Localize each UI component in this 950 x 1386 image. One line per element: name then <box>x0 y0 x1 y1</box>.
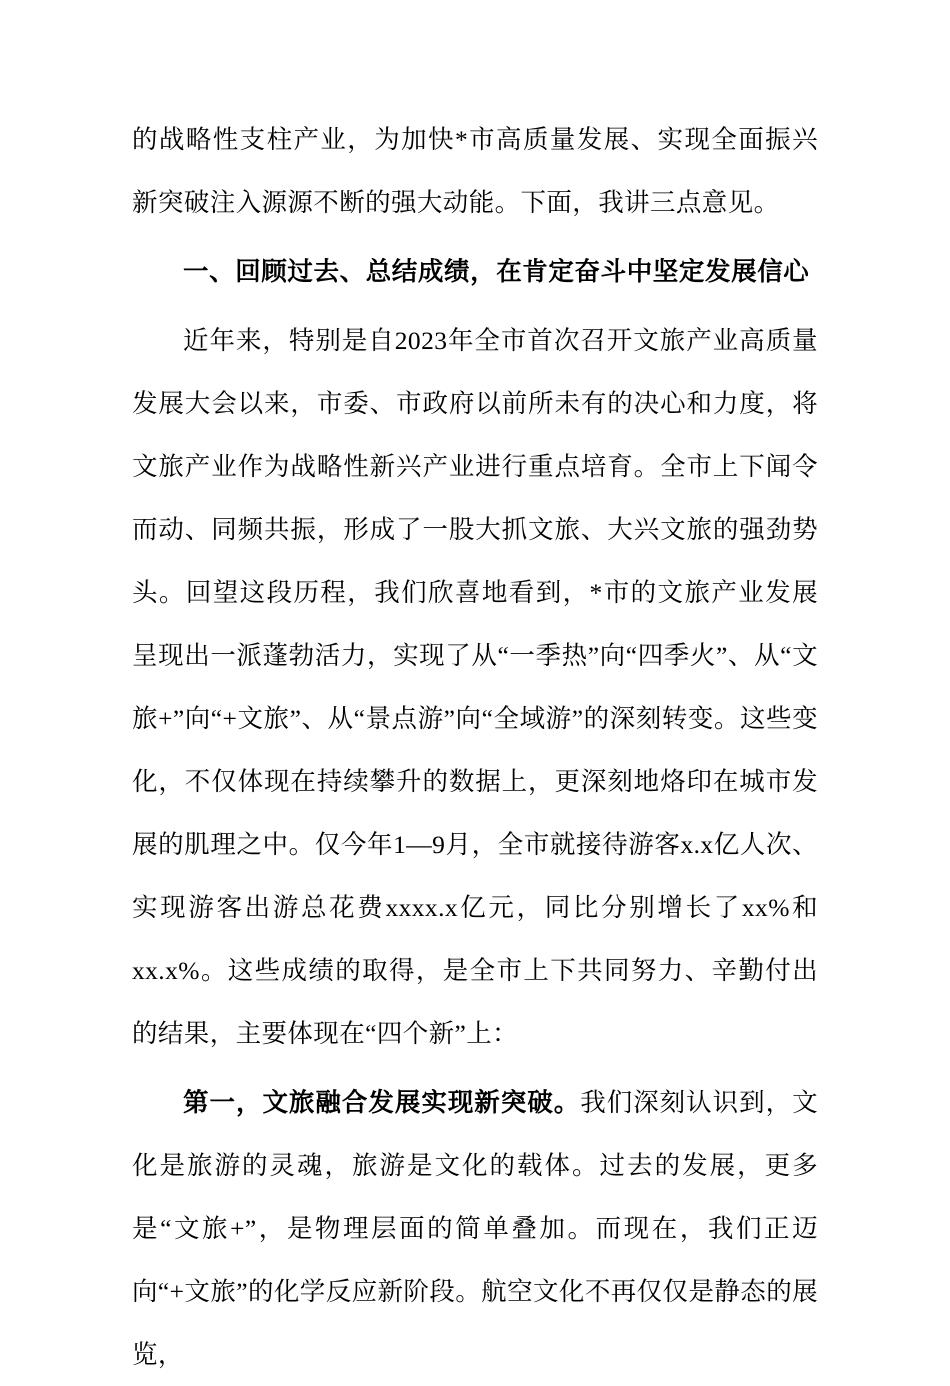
paragraph-point-first-lead: 第一，文旅融合发展实现新突破。 <box>183 1088 581 1117</box>
paragraph-point-first <box>132 1071 818 1386</box>
paragraph-recent-years: 近年来，特别是自2023年全市首次召开文旅产业高质量发展大会以来，市委、市政府以前所未有的决心和力度，将文旅产业作为战略性新兴产业进行重点培育。全市上下闻令而动、同频共振，形成了一股大抓文旅、大兴文旅的强劲势头。回望这段历程，我们欣喜地看到，*市的文旅产业发展呈现出一派蓬勃活力，实现了从“一季热”向“四季火”、从“文旅+”向“+文旅”、从“景点游”向“全域游”的深刻转变。这些变化，不仅体现在持续攀升的数据上，更深刻地烙印在城市发展的肌理之中。仅今年1—9月，全市就接待游客x.x亿人次、实现游客出游总花费xxxx.x亿元，同比分别增长了xx%和xx.x%。这些成绩的取得，是全市上下共同努力、辛勤付出的结果，主要体现在“四个新”上： <box>132 326 818 1048</box>
paragraph-point-first-text: 我们深刻认识到，文化是旅游的灵魂，旅游是文化的载体。过去的发展，更多是“文旅+”，是物理层面的简单叠加。而现在，我们正迈向“+文旅”的化学反应新阶段。航空文化不再仅仅是静态的展览， <box>132 1088 818 1369</box>
paragraph-continued-opening: 的战略性支柱产业，为加快*市高质量发展、实现全面振兴新突破注入源源不断的强大动能。下面，我讲三点意见。 <box>132 125 818 217</box>
section-heading-one: 一、回顾过去、总结成绩，在肯定奋斗中坚定发展信心 <box>183 257 810 286</box>
document-body <box>132 108 818 1386</box>
